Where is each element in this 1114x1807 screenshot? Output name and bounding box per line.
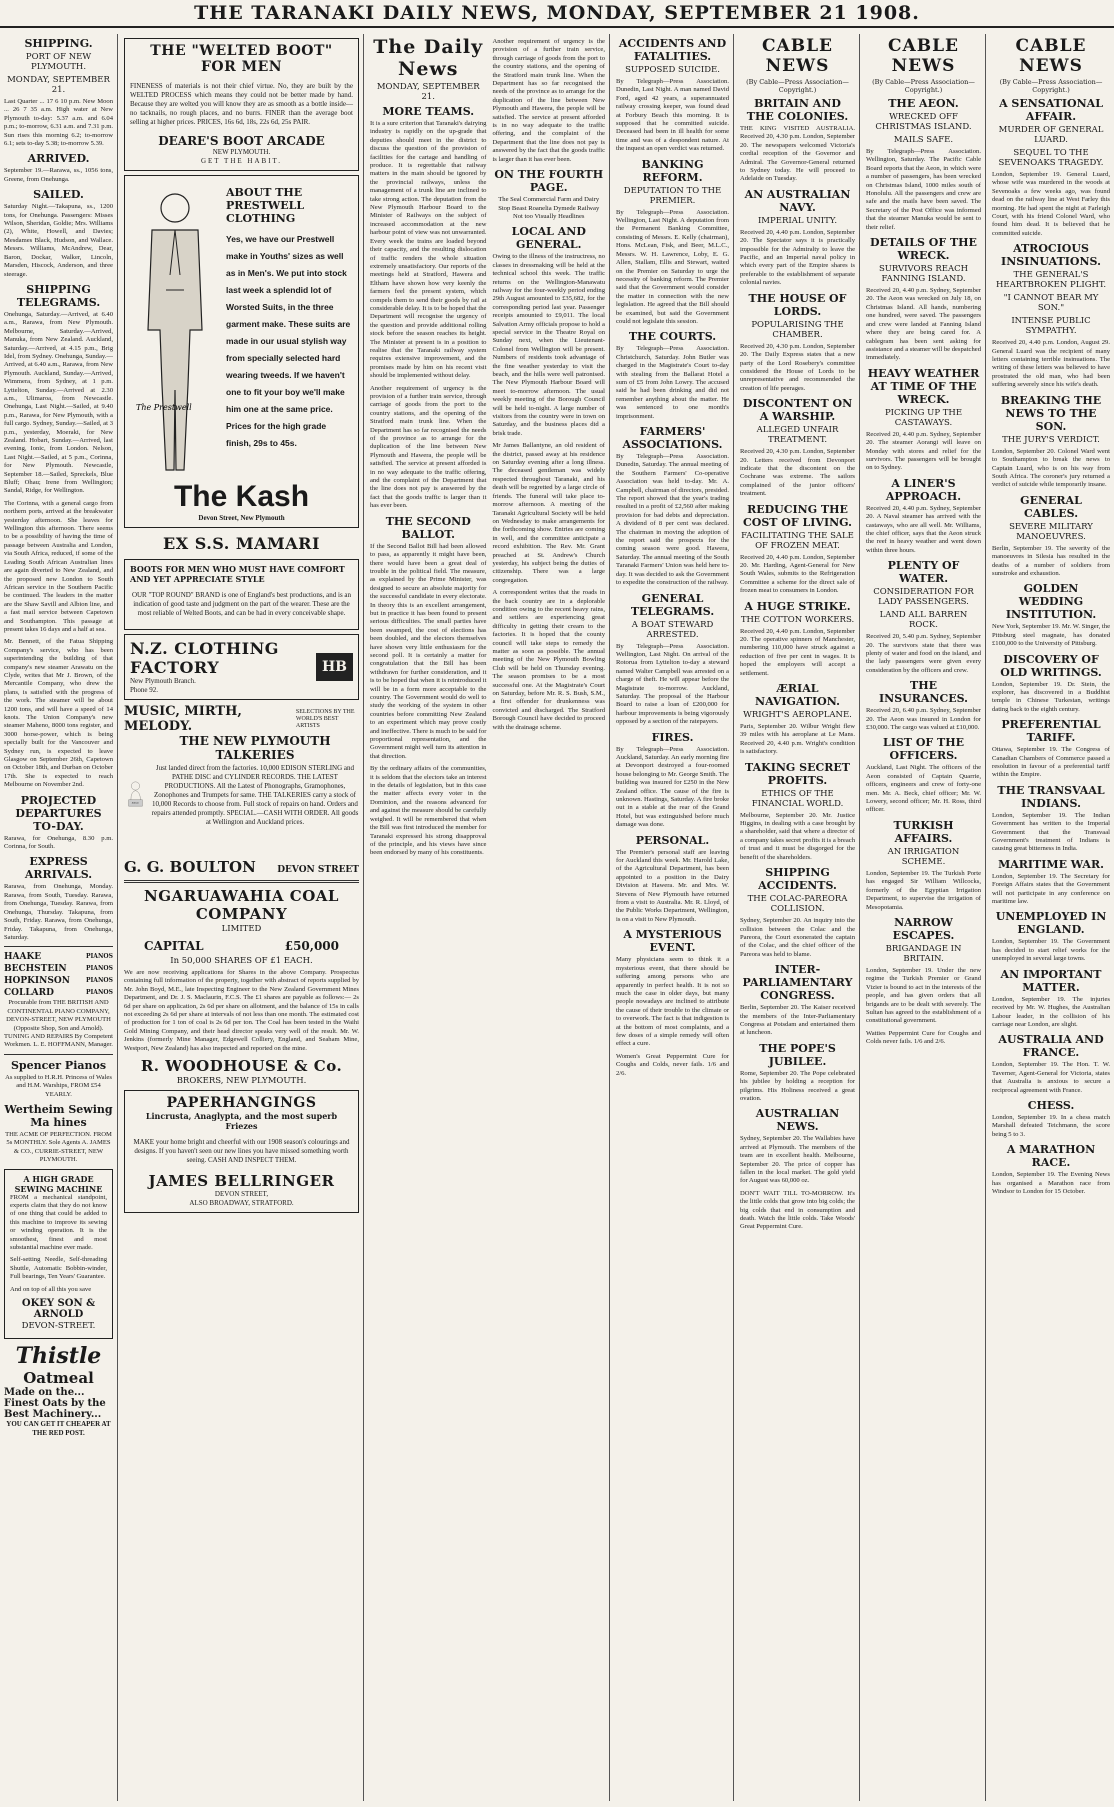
ballot-heading: THE SECOND BALLOT. — [385, 514, 471, 541]
piano-name: HOPKINSON — [4, 976, 70, 987]
bellringer-foot: ALSO BROADWAY, STRATFORD. — [189, 1199, 294, 1208]
turkish-text: London, September 19. The Turkish Porte has engaged Sir William Willcocks, formerly of the Egyptian Irrigation Department, to supervise the irrigation of Mesopotamia. — [866, 869, 981, 911]
fourth-page-list: The Seal Commercial Farm and Dairy Stop Beast Roanelia Dymede Railway Not too Visually Headlines — [498, 196, 600, 220]
teams-text: It is a sure criterion that Taranaki's dairying industry is rapidly on the up-grade that deputies should meet in the district to discuss the question of the provision of facilities for the cartage and handling of produce. It is regrettable that railway matters in the main should be ignored by the provincial railways, unless the management of a trunk line are inclined to take strong action. The deputation from the New Plymouth Harbour Board to the Minister of Railways on the subject of increased accommodation at the new harbour point of view was not unwarranted. Every week the trains are loaded beyond their capacity, and the resulting dislocation of traffic renders the whole situation extremely unsatisfactory. Our reports of the meetings held at Stratford, Hawera and Eltham have shown how very keenly the farmers feel the present system, which compels them to send their goods by rail at considerable delay. It is to be hoped that the Department will recognise the urgency of the question and provide additional rolling stock before the season reaches its height. The Minister at present is in a position to realise that the Taranaki railway system requires extensive improvement, and the promises made by him on his recent visit should be implemented without delay. — [370, 120, 487, 380]
divider — [4, 946, 113, 947]
prestwell-label: The Prestwell — [136, 403, 192, 412]
boots-text: BOOTS FOR MEN WHO MUST HAVE COMFORT AND YET APPRECIATE STYLE — [130, 564, 345, 584]
escapes-heading: NARROW ESCAPES. — [892, 915, 955, 942]
indians-text: London, September 19. The Indian Government has written to the Imperial Government that the Transvaal Government's treatment of Indians is causing great bitterness in India. — [992, 811, 1110, 853]
atrocious-heading: ATROCIOUS INSINUATIONS. — [1001, 242, 1101, 269]
paper-date: MONDAY, SEPTEMBER 21. — [376, 82, 480, 102]
music-header — [124, 704, 359, 734]
aeon-sub-2: MAILS SAFE. — [893, 135, 954, 145]
cable-heading: CABLE NEWS — [1015, 36, 1087, 76]
coal-capital-amount: £50,000 — [284, 939, 339, 953]
piano-label: PIANOS — [85, 989, 113, 997]
aeon-text: By Telegraph—Press Association. Wellington, Saturday. The Pacific Cable Board reports that the Aeon, in which were a number of passengers, has been wrecked on Christmas Island, 1000 miles south of Honolulu. All the passengers and crew are safe and the mails have been saved. The Secretary of the Post Office was informed that the steamer Manuka would be sent to their relief. — [866, 148, 981, 231]
kash-sub: Devon Street, New Plymouth — [198, 514, 285, 522]
personal-heading: PERSONAL. — [635, 833, 710, 847]
turkish-heading: TURKISH AFFAIRS. — [893, 818, 954, 845]
personal-text: The Premier's personal staff are leaving for Auckland this week. Mr. Harold Lake, of the Agricultural Department, has been appointed to a position in the Dairy Division at Hawera. Mr. and Mrs. W. Stevens of New Plymouth have returned from a visit to Australia. Mr. R. Lloyd, of the Public Works Department, Wellington, is on a visit to New Plymouth. — [616, 848, 729, 923]
son-news-sub: THE JURY'S VERDICT. — [1002, 434, 1100, 445]
strike-sub: THE COTTON WORKERS. — [740, 614, 855, 625]
parliament-text: Berlin, September 20. The Kaiser received the members of the Inter-Parliamentary Congress at Potsdam and entertained them at luncheon. — [740, 1004, 855, 1037]
express-heading: EXPRESS ARRIVALS. — [24, 855, 93, 882]
piano-label: PIANOS — [85, 965, 113, 973]
insurances-heading: THE INSURANCES. — [879, 679, 968, 706]
bellringer-heading: JAMES BELLRINGER — [148, 1172, 335, 1191]
okey-heading: OKEY SON & ARNOLD — [21, 1298, 96, 1321]
nzc-heading: N.Z. CLOTHING FACTORY — [130, 639, 279, 677]
hb-badge: HB — [316, 653, 353, 681]
paper-heading: PAPERHANGINGS — [166, 1095, 317, 1112]
divider — [4, 1054, 113, 1055]
parliament-heading: INTER-PARLIAMENTARY CONGRESS. — [742, 963, 853, 1003]
bellringer-sub: DEVON STREET, — [214, 1190, 269, 1199]
telegrams-text: Onehunga, Saturday.—Arrived, at 6.40 a.m., Rarawa, from New Plymouth. Melbourne, Saturday.—Arrived, Manuka, from New Zealand. Auckland, Saturday.—Arrived, at 4.15 p.m., Brig Idel, from Sydney. Onehunga, Sunday.—Arrived, at 6.40 a.m., Rarawa, from New Plymouth. Auckland, Sunday.—Arrived, Wimmera, from Sydney, at 1 p.m. Lyttelton, Sunday.—Arrived at 2.30 a.m., Ulimaroa, from Newcastle. Onehunga, Last Night.—Sailed, at 9.40 p.m., Rarawa, for New Plymouth, with a full cargo. Sydney, Sunday.—Sailed, at 3 p.m., yesterday, Moeraki, for New Zealand. Hobart, Sunday.—Arrived, last evening, Ionic, from London. Nelson, Last Night.—Sailed, at 5 p.m., Corinna, for New Plymouth. Newcastle, September 18.—Sailed, Spreckels, Blue Bluff; Ohau; Irene from Wellington; Sandal, Ridge, for Wellington. — [4, 310, 113, 495]
lords-heading: THE HOUSE OF LORDS. — [748, 291, 847, 318]
talkeries-text-block — [151, 734, 359, 854]
strike-heading: A HUGE STRIKE. — [744, 599, 851, 613]
strike-text: Received 20, 4.40 p.m. London, September 20. The operative spinners of Manchester, numbering 110,000 have struck against a reduction of five per cent in wages. It is hoped the employers will accept a settlement. — [740, 627, 855, 677]
prestwell-text-block — [226, 180, 353, 452]
living-text: Received 20, 4.40 p.m. London, September 20. Mr. Harding, Agent-General for New South Wales, submits to the Refrigeration Committee a scheme for the direct sale of frozen meat to consumers in London. — [740, 553, 855, 595]
column-cable-1 — [736, 34, 860, 1801]
accidents-heading: ACCIDENTS AND FATALITIES. — [618, 37, 727, 63]
unemployed-heading: UNEMPLOYED IN ENGLAND. — [995, 910, 1107, 937]
cable-sub: (By Cable—Press Association—Copyright.) — [999, 78, 1103, 94]
welted-heading: THE "WELTED BOOT" FOR MEN — [150, 43, 333, 75]
express-text: Rarawa, from Onehunga, Monday. Rarawa, from South, Tuesday. Rarawa, from Onehunga, Tuesday. Rarawa, from Onehunga, Thursday. Takapuna, from South, Friday. Rarawa, from Onehunga, Friday. Takapuna, from Onehunga, Saturday. — [4, 883, 113, 941]
wertheim-heading: Wertheim Sewing Ma hines — [4, 1102, 113, 1129]
mamari-text: Mr. Bennett, of the Fatua Shipping Company's service, who has been superintending the building of that company's new steamer Arawatu on the Clyde, writes that Mr J. Brown, of the Mercantile Company, who drew the plans, is satisfied with the progress of the work. The steamer will be about 1200 tons, and will have a speed of 14 knots. The Union Company's new steamer Maheno, 8000 tons register, and 3000 horse-power, which is being specially built for the Vancouver and Sydney run, is expected to leave Glasgow on September 26th, Capetown on October 18th, and Durban on October 17th. She is expected to reach Melbourne on November 2nd. — [4, 638, 113, 789]
telegrams-sub: A BOAT STEWARD ARRESTED. — [631, 619, 714, 640]
talkeries-text: Just landed direct from the factories. 10,000 EDISON STERLING and PATHE DISC and CYLINDER RECORDS. THE LATEST PRODUCTIONS. All the Latest of Phonographs, Gramophones, Zonophones and Trumpets for same. THE TALKERIES carry a stock of 10,000 Records to choose from. Full stock of repairs on hand. Orders and repairs attended promptly. SPECIAL.—CASH WITH ORDER. All goods at Wellington and Auckland prices. — [151, 764, 359, 826]
local-text-3: A correspondent writes that the roads in the back country are in a deplorable condition owing to the recent heavy rains, and settlers are experiencing great difficulty in getting their cream to the factories. It is hoped that the county council will take steps to remedy the matter as soon as possible. The annual meeting of the New Plymouth Bowling Club will be held on Thursday evening. The season promises to be a most successful one. At the Magistrate's Court on Saturday, before Mr. R. S. Bush, S.M., a first offender for drunkenness was convicted and discharged. The Stratford Borough Council have decided to proceed with the drainage scheme. — [492, 589, 605, 731]
tariff-text: Ottawa, September 19. The Congress of Canadian Chambers of Commerce passed a resolution in favour of a preferential tariff within the Empire. — [992, 746, 1110, 779]
cable-heading: CABLE NEWS — [762, 36, 833, 76]
foot-text: Watties Peppermint Cure for Coughs and Colds never fails. 1/6 and 2/6. — [866, 1029, 981, 1046]
fourth-page-heading: ON THE FOURTH PAGE. — [494, 168, 604, 195]
arrived-text: September 19.—Rarawa, ss., 1056 tons, Greene, from Onehunga. — [4, 167, 113, 183]
officers-heading: LIST OF THE OFFICERS. — [882, 736, 965, 763]
coal-limited: LIMITED — [221, 924, 262, 934]
courts-heading: THE COURTS. — [628, 330, 717, 344]
round-text: OUR "TOP ROUND" BRAND is one of England's best productions, and is an indication of good taste and judgment on the part of the wearer. These are the most reliable of Welted Boots, and can be had in every conceivable shape. — [131, 591, 352, 617]
warship-heading: DISCONTENT ON A WARSHIP. — [742, 397, 853, 424]
column-ads — [120, 34, 364, 1801]
boy-suit-illustration — [130, 180, 220, 480]
general-heading: GENERAL CABLES. — [1020, 493, 1082, 520]
telegrams-text: By Telegraph—Press Association. Wellington, Last Night. On arrival of the Rotorua from Lyttelton to-day a steward named Walter Campbell was arrested on a charge of theft. He will appear before the Magistrate to-morrow. Auckland, Saturday. The proposal of the Harbour Board to raise a loan of £200,000 for harbour improvements is being vigorously opposed by a section of the ratepayers. — [616, 642, 729, 726]
kash-block — [130, 480, 353, 523]
coal-heading: NGARUAWAHIA COAL COMPANY — [144, 887, 339, 923]
shipping-accidents-heading: SHIPPING ACCIDENTS. — [758, 866, 837, 893]
secret-heading: TAKING SECRET PROFITS. — [745, 760, 850, 787]
navy-text: Received 20, 4.40 p.m. London, September 20. The Spectator says it is practically impossible for the Admiralty to leave the Pacific, and an Imperial naval policy in which every part of the Empire shares is preferable to the establishment of separate colonial navies. — [740, 228, 855, 287]
general-sub: SEVERE MILITARY MANOEUVRES. — [1009, 521, 1093, 542]
marathon-heading: A MARATHON RACE. — [1006, 1143, 1096, 1170]
aeon-heading: THE AEON. — [888, 97, 959, 110]
deare-sub: NEW PLYMOUTH. — [212, 148, 271, 156]
thistle-text: Made on the... Finest Oats by the Best Machinery... — [4, 1387, 106, 1421]
welted-text: FINENESS of materials is not their chief virtue. No, they are built by the WELTED PROCESS which means they could not be better made by hand. Because they are welted you will know they are as smooth as a bottle inside—no tacknails, no rough places, and no burrs. FINER than the average boot selling at higher prices. PRICES, 16s 6d, 18s, 22s 6d, 25s PAIR. — [130, 82, 353, 126]
piano-label: PIANOS — [85, 953, 113, 961]
highgrade-ad — [4, 1169, 113, 1339]
mamari-heading: EX S.S. MAMARI — [163, 534, 320, 553]
fires-text: By Telegraph—Press Association. Auckland, Saturday. An early morning fire at Devonport destroyed a four-roomed house belonging to Mr. George Smith. The building was insured for £250 in the New Zealand office. The cause of the fire is unknown. Hastings, Saturday. A fire broke out in a stable at the rear of the Grand Hotel, but was extinguished before much damage was done. — [616, 745, 729, 829]
deare-tag: GET THE HABIT. — [200, 157, 283, 165]
warship-text: Received 20, 4.30 p.m. London, September 20. Letters received from Devonport indicate that the discontent on the Cochrane was extreme. The sailors complained of the junior officers' treatment. — [740, 448, 855, 498]
lords-text: Received 20, 4.30 p.m. London, September 20. The Daily Express states that a new party of the Lord Rosebery's committee considered the House of Lords to be unrepresentative and recommended the creation of life peerages. — [740, 342, 855, 392]
matter-heading: AN IMPORTANT MATTER. — [1000, 967, 1102, 994]
tide-text: Last Quarter ... 17 6 10 p.m. New Moon ... 26 7 35 a.m. High water at New Plymouth to-day: 5.37 a.m. and 6.04 p.m.; to-morrow, 6.31 a.m. and 7.31 p.m. Sun rises this morning 6.2; to-morrow 6.1; sets to-day 5.38; to-morrow 5.39. — [4, 98, 113, 148]
divider — [124, 880, 359, 883]
highgrade-heading: A HIGH GRADE SEWING MACHINE — [14, 1173, 103, 1194]
local-heading: LOCAL AND GENERAL. — [511, 225, 586, 252]
aerial-heading: ÆRIAL NAVIGATION. — [755, 682, 840, 709]
teams-text-2: Another requirement of urgency is the provision of a further train service, through carriage of goods from the port to the country stations, and the opening of the Stratford main trunk line. When the Department has so far recognised the needs of the province as to arrange for the duplication of the line between New Plymouth and Hawera, the people will be satisfied. The service at present afforded is in no way adequate to the traffic offering, and the complaint of the Department that the line does not pay is answered by the fact that the goods traffic is larger than it has ever been. — [370, 384, 487, 510]
music-sub: SELECTIONS BY THE WORLD'S BEST ARTISTS — [295, 708, 355, 729]
telegrams-heading: GENERAL TELEGRAMS. — [630, 591, 715, 618]
okey-sub: DEVON-STREET. — [21, 1321, 96, 1332]
piano-name: HAAKE — [4, 952, 42, 963]
column-shipping — [0, 34, 118, 1801]
spencer-text: As supplied to H.R.H. Princess of Wales and H.M. Warships, FROM £54 YEARLY. — [5, 1073, 112, 1098]
shipping-heading: SHIPPING. — [24, 37, 93, 50]
paper-sub: Lincrusta, Anaglypta, and the most superb Friezes — [145, 1111, 338, 1132]
marathon-text: London, September 19. The Evening News has organised a Marathon race from Windsor to London for 15 October. — [992, 1171, 1110, 1195]
talkeries-ad — [124, 734, 359, 854]
sensation-sub-2: SEQUEL TO THE SEVENOAKS TRAGEDY. — [998, 148, 1104, 168]
chess-heading: CHESS. — [1027, 1098, 1075, 1112]
paperhangings-ad — [124, 1090, 359, 1213]
aerial-sub: WRIGHT'S AEROPLANE. — [743, 710, 852, 721]
banking-heading: BANKING REFORM. — [641, 157, 704, 184]
fires-heading: FIRES. — [651, 730, 694, 744]
column-cable-3 — [988, 34, 1114, 1801]
survivors-sub: SURVIVORS REACH FANNING ISLAND. — [878, 264, 969, 285]
thistle-foot: YOU CAN GET IT CHEAPER AT THE RED POST. — [6, 1420, 111, 1438]
welted-ad — [124, 38, 359, 171]
discovery-heading: DISCOVERY OF OLD WRITINGS. — [1000, 652, 1102, 679]
nzc-sub: New Plymouth Branch. — [130, 677, 196, 685]
tariff-heading: PREFERENTIAL TARIFF. — [1001, 718, 1101, 745]
escapes-sub: BRIGANDAGE IN BRITAIN. — [885, 943, 962, 964]
corinna-text: The Corinna, with a general cargo from northern ports, arrived at the breakwater yesterday afternoon. She leaves for Wellington this afternoon. There seems to be a possibility of having the time of passage between Australia and London, via South Africa, reduced, if some of the Leading South African Australian lines are again diverted to New Zealand, and the proposed new London to South African service in the Southern Pacific be continued. The leaders in the matter are the Shaw Savill and Albion line, and a fast mail service between Capetown and Southampton. This passage at present takes 16 days and a half at sea. — [4, 499, 113, 633]
accidents-text: By Telegraph—Press Association. Dunedin, Last Night. A man named David Ford, aged 42 years, a superannuated railway crossing keeper, was found dead at Forbury Beach this morning. It is supposed that he committed suicide. Deceased had been in ill health for some time and was of a despondent nature. At the inquest an open verdict was returned. — [616, 78, 729, 153]
piano-name: BECHSTEIN — [4, 964, 67, 975]
pope-text: Rome, September 20. The Pope celebrated his jubilee by holding a reception for pilgrims. His Holiness received a great ovation. — [740, 1069, 855, 1102]
editorial-right — [492, 34, 605, 862]
highgrade-text: FROM a mechanical standpoint, experts claim that they do not know of one thing that could be added to this machine to improve its sewing or winding operation. It is the smoothest, finest and most substantial machine ever made. — [10, 1193, 107, 1252]
escapes-text: London, September 19. Under the new regime the Turkish Premier or Grand Vizier is bound to act in the interests of the people, and has given orders that all brigands are to be dealt with severely. The Sultan has agreed to the establishment of a constitutional government. — [866, 966, 981, 1025]
local-text: Owing to the illness of the instructress, no classes in dressmaking will be held at the technical school this week. The traffic returns on the Wellington-Manawatu railway for the four-weekly period ending 29th August amounted to £35,682, for the corresponding period last year. Passenger receipts amounted to £9,011. The local Salvation Army officials propose to hold a special service in the Theatre Royal on Sunday next, when the Lieutenant-Colonel from Wellington will be present. Numbers of residents took advantage of the fine weather yesterday to visit the beach, and the hills were well patronised. The New Plymouth Harbour Board will meet to-morrow afternoon. The usual weekly meeting of the Borough Council will be held to-night. A large number of visitors from the country were in town on Saturday, and the business places did a brisk trade. — [492, 253, 605, 437]
navy-sub: IMPERIAL UNITY. — [757, 215, 838, 226]
mysterious-heading: A MYSTERIOUS EVENT. — [623, 928, 722, 955]
shipping-accidents-text: Sydney, September 20. An inquiry into the collision between the Colac and the Pareora, the Court exonerated the captain of the Colac, and the chief officer of the Pareora was held to blame. — [740, 917, 855, 958]
cable-heading: CABLE NEWS — [888, 36, 959, 76]
prestwell-ad — [124, 175, 359, 528]
thistle-ad — [4, 1343, 113, 1438]
sailed-text: Saturday Night.—Takapuna, ss., 1200 tons, for Onehunga. Passengers: Misses Wilson, Sheridan, Goldie; Mrs. Williams (2), White, Howell, and Davies; Mesdames Black, Hudson, and Wallace. Messrs. Williams, McAndrew, Dear, Baron, Dockar, Walker, Lincoln, Marsden, Hiscock, Anderson, and three steerage. — [4, 203, 113, 278]
discovery-text: London, September 19. Dr. Stein, the explorer, has discovered in a Buddhist temple in Chinese Turkestan, writings dating back to the eighth century. — [992, 680, 1110, 713]
atrocious-text: Received 20, 4.40 p.m. London, August 29. General Luard was the recipient of many letters containing terrible insinuations. The writing of these letters was believed to have prostrated the old man, who had been suffering severely since his wife's death. — [992, 339, 1110, 389]
plenty-sub-2: LAND ALL BARREN ROCK. — [879, 610, 968, 631]
local-text-2: Mr James Ballantyne, an old resident of the district, passed away at his residence on Saturday evening after a long illness. The deceased gentleman was widely respected throughout Taranaki, and his death will be regretted by a large circle of friends. The funeral will take place to-morrow afternoon. A meeting of the Taranaki Agricultural Society will be held on Wednesday to make arrangements for the forthcoming show. Entries are coming in well, and the committee anticipate a record exhibition. The Rev. Mr. Grant preached at St. Andrew's Church yesterday, his subject being the duties of citizenship. There was a large congregation. — [492, 442, 605, 584]
piano-row — [4, 963, 113, 975]
shipping-subheading: PORT OF NEW PLYMOUTH. — [25, 52, 92, 72]
australia-text: London, September 19. The Hon. T. W. Taverner, Agent-General for Victoria, states that Australia is anxious to secure a reciprocal agreement with France. — [992, 1061, 1110, 1094]
departures-text: Rarawa, for Onehunga, 8.30 p.m. Corinna, for South. — [4, 834, 113, 851]
spencer-heading: Spencer Pianos — [10, 1058, 107, 1072]
weather-text: Received 20, 4.40 p.m. Sydney, September 20. The steamer Aorangi will leave on Monday with stores and relief for the survivors. The passengers will be brought on to Sydney. — [866, 430, 981, 472]
thistle-oatmeal: Oatmeal — [23, 1369, 94, 1388]
departures-heading: PROJECTED DEPARTURES TO-DAY. — [15, 793, 102, 833]
plenty-text: Received 20, 5.40 p.m. Sydney, September 20. The survivors state that there was plenty of water and food on the island, and the lady passengers were given every consideration by the officers and crew. — [866, 633, 981, 674]
boots-ad — [124, 559, 359, 630]
australia-heading: AUSTRALIA AND FRANCE. — [998, 1033, 1104, 1060]
talkeries-heading: THE NEW PLYMOUTH TALKERIES — [179, 734, 331, 762]
boulton-sub: DEVON STREET — [277, 865, 359, 875]
survivors-heading: DETAILS OF THE WRECK. — [870, 236, 977, 263]
navy-heading: AN AUSTRALIAN NAVY. — [744, 187, 851, 214]
lords-sub: POPULARISING THE CHAMBER. — [751, 319, 844, 340]
piano-row — [4, 951, 113, 963]
editorial-left — [370, 34, 486, 862]
atrocious-sub-3: INTENSE PUBLIC SYMPATHY. — [1011, 316, 1091, 337]
turkish-sub: AN IRRIGATION SCHEME. — [887, 846, 960, 867]
liner-heading: A LINER'S APPROACH. — [885, 476, 962, 503]
boulton-heading: G. G. BOULTON — [124, 858, 256, 876]
thistle-logo: Thistle — [15, 1343, 102, 1370]
aus-text: Sydney, September 20. The Wallabies have arrived at Plymouth. The members of the team are in excellent health. Melbourne, September 20. The price of copper has fallen in the local market. The gold yield for August was 60,000 oz. — [740, 1135, 855, 1185]
sensation-sub: MURDER OF GENERAL LUARD. — [998, 125, 1104, 145]
paper-title: The Daily News — [373, 36, 484, 80]
mysterious-text: Many physicians seem to think it a mysterious event, that there should be suffering among persons who are apparently in perfect health. It is not so much the case in older days, but many people nowadays are inclined to attribute the cause of their trouble to the climate or to overwork. The fact is that indigestion is at the bottom of most complaints, and a few doses of a simple remedy will often effect a cure. — [616, 956, 729, 1048]
piano-text: Procurable from THE BRITISH AND CONTINENTAL PIANO COMPANY, DEVON-STREET, NEW PLYMOUTH (Opposite Shop, Son and Arnold). TUNING AND REPAIRS By Competent Workmen. L. E. HOFFMANN, Manager. — [4, 999, 113, 1049]
sensation-heading: A SENSATIONAL AFFAIR. — [999, 97, 1103, 123]
aus-heading: AUSTRALIAN NEWS. — [755, 1107, 840, 1134]
atrocious-sub: THE GENERAL'S HEARTBROKEN PLIGHT. — [995, 270, 1107, 291]
nzc-ad — [124, 634, 359, 700]
piano-label: PIANOS — [85, 977, 113, 985]
plenty-heading: PLENTY OF WATER. — [887, 559, 960, 586]
masthead: THE TARANAKI DAILY NEWS, MONDAY, SEPTEMBER 21 1908. — [0, 0, 1114, 28]
secret-sub: ETHICS OF THE FINANCIAL WORLD. — [751, 788, 844, 809]
weather-heading: HEAVY WEATHER AT TIME OF THE WRECK. — [867, 366, 980, 406]
coal-capital-label: CAPITAL — [144, 939, 204, 953]
insurances-text: Received 20, 6.40 p.m. Sydney, September 20. The Aeon was insured in London for £30,000. The cargo was valued at £10,000. — [866, 707, 981, 732]
woodhouse-sub: BROKERS, NEW PLYMOUTH. — [176, 1076, 307, 1087]
highgrade-list: Self-setting Needle, Self-threading Shuttle, Automatic Bobbin-winder, Full bearings, Ten Years' Guarantee. — [10, 1256, 107, 1281]
piano-row — [4, 987, 113, 999]
weather-sub: PICKING UP THE CASTAWAYS. — [884, 407, 963, 428]
matter-text: London, September 19. The injuries received by Mr. W. Hughes, the Australian Labour leader, in the collision of his carriage near London, are slight. — [992, 995, 1110, 1028]
wedding-text: New York, September 19. Mr. W. Singer, the Pittsburg steel magnate, has donated £100,000 to the University of Pittsburg. — [992, 623, 1110, 648]
foot-text: DON'T WAIT TILL TO-MORROW. It's the little colds that grow into big colds; the big colds that end in consumption and death. Watch the little colds. Take Woods' Great Peppermint Cure. — [740, 1189, 855, 1231]
piano-name: COLLARD — [4, 988, 54, 999]
atrocious-sub-2: "I CANNOT BEAR MY SON." — [1003, 293, 1099, 314]
son-news-text: London, September 20. Colonel Ward went to Southampton to break the news to Captain Luard, who is on his way from South Africa. The coroner's jury returned a verdict of suicide while temporarily insane. — [992, 447, 1110, 489]
nzc-phone: Phone 92. — [130, 686, 158, 694]
maritime-text: London, September 19. The Secretary for Foreign Affairs states that the Government will not participate in any conference on maritime law. — [992, 872, 1110, 906]
secret-text: Melbourne, September 20. Mr. Justice Higgins, in dealing with a case brought by a shareholder, said that where a director of a company takes secret profits it is a breach of trust and it must be disgorged for the benefit of the shareholders. — [740, 811, 855, 861]
shipping-accidents-sub: THE COLAC-PAREORA COLLISION. — [747, 894, 848, 915]
courts-text: By Telegraph—Press Association. Christchurch, Saturday. John Butler was charged in the Magistrate's Court to-day with stealing from the Ballarat Hotel a sum of £5 from John Lowry. The accused said he had been drinking and did not remember anything about the matter. He was sentenced to one month's imprisonment. — [616, 345, 729, 420]
banking-sub: DEPUTATION TO THE PREMIER. — [623, 185, 722, 206]
farmers-text: By Telegraph—Press Association. Dunedin, Saturday. The annual meeting of the Southern Farmers' Co-operative Association was held to-day. Mr. A. Campbell, chairman of directors, presided. The report showed that the year's trading resulted in a profit of £2,560 after making provision for bad debts and depreciation. A dividend of 8 per cent was declared. The chairman in moving the adoption of the report said the prospects for the coming season were good. Hawera, Saturday. The annual meeting of the South Taranaki Farmers' Union was held here to-day. It was decided to ask the Government to expedite the construction of the railway. — [616, 453, 729, 587]
officers-text: Auckland, Last Night. The officers of the Aeon consisted of Captain Quarrie, officers, engineers and crew of forty-one men. Mr. A. Beck, chief officer; Mr. W. Lowery, second officer; Mr. H. Ross, third officer. — [866, 764, 981, 814]
peppermint-text: Women's Great Peppermint Cure for Coughs and Colds, never fails. 1/6 and 2/6. — [616, 1052, 729, 1077]
plenty-sub: CONSIDERATION FOR LADY PASSENGERS. — [873, 587, 974, 608]
cable-sub: (By Cable—Press Association—Copyright.) — [746, 78, 849, 94]
prestwell-heading: ABOUT THE PRESTWELL CLOTHING — [226, 186, 305, 225]
highgrade-foot: And on top of all this you save — [10, 1285, 92, 1293]
paper-text: MAKE your home bright and cheerful with our 1908 season's colourings and designs. If you haven't seen our new lines you have missed something worth seeing. CASH AND INSPECT THEM. — [133, 1138, 350, 1165]
shipping-date: MONDAY, SEPTEMBER 21. — [7, 75, 110, 95]
prestwell-text: Yes, we have our Prestwell make in Youths' sizes as well as in Men's. We put into stock last week a splendid lot of Worsted Suits, in the three garment make. These suits are made in our usual stylish way from specially selected hard wearing tweeds. If we haven't one to fit your boy we'll make him one at the same price. Prices for the high grade finish, 29s to 45s. — [226, 234, 351, 448]
liner-text: Received 20, 4.40 p.m. Sydney, September 20. A Naval steamer has arrived with the castaways, who are all well. Mr. Williams, the chief officer, says that the Aeon struck the reef in heavy weather and went down within three hours. — [866, 504, 981, 554]
ballot-text-2: By the ordinary affairs of the communities, it is seldom that the electors take an interest in the details of legislation, but in this case the matter affects every voter in the Dominion, and the reasons advanced for and against the measure should be carefully weighed. It will be remembered that when the Bill was first introduced the member for Taranaki expressed his strong disapproval of the principle, and his views have since been endorsed by many of his constituents. — [370, 765, 487, 857]
ballot-text: If the Second Ballot Bill had been allowed to pass, as apparently it might have been, there would have been a great deal of trouble in the political field. The measure, as explained by the Prime Minister, was designed to secure an absolute majority for the successful candidate in every electorate. In theory this is an excellent arrangement, but in practice it has been found to present serious difficulties. The small parties have been swamped, the cost of elections has been doubled, and the electors themselves have shown very little enthusiasm for the second poll. It is certainly a matter for congratulation that the Bill has been withdrawn for further consideration, and it is to be hoped that when it is reintroduced it will be in a form more acceptable to the country. The Government would do well to study the working of the system in other countries before committing New Zealand to an experiment which may prove costly and ineffective. There is much to be said for proportional representation, and the Government might well turn its attention in that direction. — [370, 542, 487, 760]
aerial-text: Paris, September 20. Wilbur Wright flew 39 miles with his aeroplane at Le Mans. Received 20, 4.40 p.m. Wright's condition is satisfactory. — [740, 723, 855, 756]
kash-heading: The Kash — [173, 480, 310, 513]
banking-text: By Telegraph—Press Association. Wellington, Last Night. A deputation from the Permanent Banking Committee, consisting of Messrs. E. Kelly (chairman), Hons. McLean, Fisk, and Beer, M.L.C., Messrs. W. H. Lawrence, Loby, E. G. Allen, Stallam, Ellis and Stewart, waited on the Premier on Saturday to urge the necessity of banking reform. The Premier said that the Government would consider the matter in connection with the new legislation. He agreed that the Bill should be examined, but said the Government could not legislate this session. — [616, 208, 729, 325]
edison-label: Edison — [131, 802, 139, 805]
column-editorial — [366, 34, 610, 1801]
general-text: Berlin, September 19. The severity of the manoeuvres in Silesia has resulted in the deaths of a number of soldiers from sunstroke and exhaustion. — [992, 544, 1110, 577]
coal-shares: In 50,000 SHARES OF £1 EACH. — [170, 956, 313, 966]
prestwell-figure — [130, 180, 353, 480]
telegrams-heading: SHIPPING TELEGRAMS. — [16, 282, 101, 309]
boulton-block — [124, 858, 359, 876]
britain-heading: BRITAIN AND THE COLONIES. — [746, 97, 849, 123]
sensation-text: London, September 19. General Luard, whose wife was murdered in the woods at Sevenoaks a few weeks ago, was found dead on the railway line at West Farley this morning. He had spent the night at Farleigh Court, with his friend Colonel Ward, who found him dead. It is believed that he committed suicide. — [992, 171, 1110, 237]
deare-heading: DEARE'S BOOT ARCADE — [158, 134, 325, 148]
maritime-heading: MARITIME WAR. — [998, 857, 1104, 871]
column-cable-2 — [862, 34, 986, 1801]
indians-heading: THE TRANSVAAL INDIANS. — [997, 783, 1105, 810]
arrived-heading: ARRIVED. — [27, 152, 90, 166]
warship-sub: ALLEGED UNFAIR TREATMENT. — [756, 425, 839, 446]
son-news-heading: BREAKING THE NEWS TO THE SON. — [1000, 393, 1102, 433]
unemployed-text: London, September 19. The Government has decided to start relief works for the unemployed in several large towns. — [992, 938, 1110, 963]
farmers-heading: FARMERS' ASSOCIATIONS. — [622, 425, 723, 451]
column-accidents — [612, 34, 734, 1801]
nzc-text-block — [130, 639, 316, 695]
coal-text: We are now receiving applications for Shares in the above Company. Prospectus containing full information of the property, together with abstract of reports supplied by Mr. John Boyd, M.E., late Inspecting Engineer to the New Zealand Government Mines Department, and Dr. J. S. Maclaurin, F.C.S. The £1 shares are payable as follows:— 2s 6d per share on application, 2s 6d per share on allotment, and the balance of 15s in calls not exceeding 2s 6d per share at intervals of not less than one month. The estimated cost of production for 1 ton of coal is 2s 6d per ton. The Coal has been tested in the Waihi Gold Mining Company, and their head director speaks very well of the result. Mr. W. Jenkins (formerly Mine Manager, Edgewell Colliery, England, and Seaham Mine, Westport, New Zealand) has also inspected and reported on the mine. — [124, 969, 359, 1052]
teams-text-continued: Another requirement of urgency is the provision of a further train service, through carriage of goods from the port to the country stations, and the opening of the Stratford main trunk line. When the Department has so far recognised the needs of the province as to arrange for the duplication of the line between New Plymouth and Hawera, the people will be satisfied. The service at present afforded is in no way adequate to the traffic offering, and the complaint of the Department that the line does not pay is answered by the fact that the goods traffic is larger than it has ever been. — [492, 38, 605, 163]
music-heading: MUSIC, MIRTH, MELODY. — [124, 704, 242, 734]
aeon-sub: WRECKED OFF CHRISTMAS ISLAND. — [875, 112, 972, 132]
editorial-split — [370, 34, 605, 862]
sailed-heading: SAILED. — [33, 188, 84, 202]
wertheim-text: THE ACME OF PERFECTION. FROM 5s MONTHLY. Sole Agents A. JAMES & CO., CURRIE-STREET, NEW PLYMOUTH. — [5, 1130, 112, 1164]
phonograph-illustration — [124, 734, 147, 854]
living-sub: FACILITATING THE SALE OF FROZEN MEAT. — [741, 530, 854, 551]
living-heading: REDUCING THE COST OF LIVING. — [743, 502, 852, 529]
accidents-sub: SUPPOSED SUICIDE. — [625, 65, 720, 75]
wedding-heading: GOLDEN WEDDING INSTITUTION. — [1005, 582, 1097, 622]
woodhouse-heading: R. WOODHOUSE & Co. — [140, 1057, 343, 1076]
cable-sub: (By Cable—Press Association—Copyright.) — [872, 78, 975, 94]
coal-capital — [124, 937, 359, 955]
pope-heading: THE POPE'S JUBILEE. — [759, 1041, 836, 1068]
britain-text: THE KING VISITED AUSTRALIA. Received 20, 4.30 p.m. London, September 20. The newspapers welcomed Victoria's cordial reception of the Governor and Admiral. The Governor-General returned to Sydney today. He will proceed to Adelaide on Tuesday. — [740, 125, 855, 183]
survivors-text: Received 20, 4.40 p.m. Sydney, September 20. The Aeon was wrecked on July 18, on Christmas Island. All hands, numbering one hundred, were saved. The passengers and crew were landed at Fanning Island where they are being cared for. A cablegram has been sent asking for assistance and a steamer will be despatched immediately. — [866, 287, 981, 362]
teams-heading: MORE TEAMS. — [382, 105, 475, 118]
chess-text: London, September 19. In a chess match Marshall defeated Teichmann, the score being 5 to 3. — [992, 1113, 1110, 1138]
piano-row — [4, 975, 113, 987]
